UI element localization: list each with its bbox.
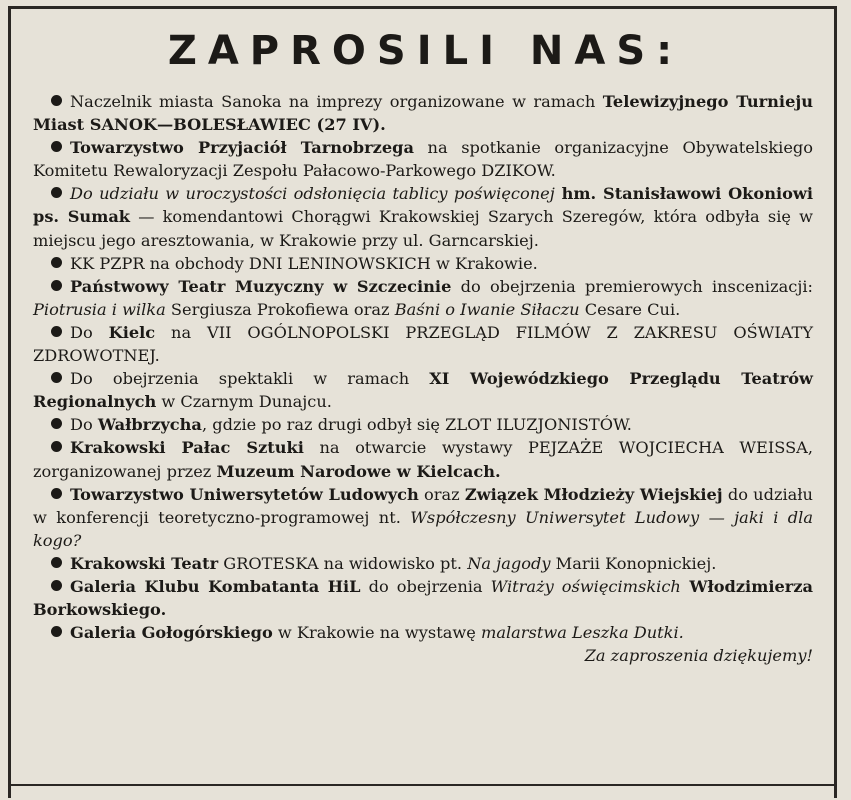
item-text-segment: Baśni o Iwanie Siłaczu <box>394 299 580 319</box>
item-text-segment: na otwarcie wystawy PEJZAŻE WOJCIECHA WEISSA, zorganizowanej przez <box>33 438 814 481</box>
invitation-item <box>33 575 813 621</box>
bullet-icon <box>51 441 62 452</box>
invitation-item <box>33 275 813 321</box>
invitation-item <box>33 367 813 413</box>
frame-top-rule <box>8 6 837 9</box>
item-text-segment: Galeria Klubu Kombatanta HiL <box>70 576 361 596</box>
item-text-segment: Piotrusia i wilka <box>33 299 166 319</box>
item-text-segment: Do <box>70 322 109 342</box>
item-text-segment: hm. Stanisławowi Okoniowi ps. Sumak <box>33 184 813 227</box>
item-text-segment: na VII OGÓLNOPOLSKI PRZEGLĄD FILMÓW Z ZAKRESU OŚWIATY ZDROWOTNEJ. <box>33 322 813 366</box>
invitation-item <box>33 436 813 482</box>
item-text-segment: do obejrzenia premierowych inscenizacji: <box>451 276 813 296</box>
bullet-icon <box>51 141 62 152</box>
headline: ZAPROSILI NAS: <box>167 28 684 74</box>
item-text-segment: Do obejrzenia spektakli w ramach <box>70 369 430 389</box>
item-text-segment: oraz <box>418 484 465 504</box>
invitation-item <box>33 182 813 251</box>
item-text-segment: Marii Konopnickiej. <box>550 553 717 573</box>
item-text-segment: Państwowy Teatr Muzyczny w Szczecinie <box>70 276 452 296</box>
item-text-segment: , gdzie po raz drugi odbył się ZLOT ILUZJONISTÓW. <box>201 415 632 435</box>
item-text-segment: KK PZPR na obchody DNI LENINOWSKICH w Krakowie. <box>70 253 538 273</box>
bullet-icon <box>51 372 62 383</box>
invitation-item <box>33 552 813 575</box>
item-text-segment: Muzeum Narodowe w Kielcach. <box>216 461 501 481</box>
bullet-icon <box>51 280 62 291</box>
item-text-segment: Wałbrzycha <box>97 415 202 435</box>
invitation-item <box>33 621 813 644</box>
item-text-segment: do obejrzenia <box>360 576 491 596</box>
invitation-item <box>33 413 813 436</box>
bullet-icon <box>51 187 62 198</box>
item-text-segment: Cesare Cui. <box>579 299 681 319</box>
item-text-segment: w Krakowie na wystawę <box>272 623 481 643</box>
frame-bottom-rule <box>8 784 837 786</box>
invitation-item <box>33 136 813 182</box>
invitation-item <box>33 90 813 136</box>
bullet-icon <box>51 95 62 106</box>
item-text-segment: Do <box>70 415 98 435</box>
item-text-segment: — komendantowi Chorągwi Krakowskiej Szarych Szeregów, która odbyła się w miejscu jego aresztowania, w Krakowie przy ul. Garncarskiej. <box>33 207 813 250</box>
bullet-icon <box>51 326 62 337</box>
item-text-segment: Sergiusza Prokofiewa oraz <box>165 299 395 319</box>
item-text-segment: Witraży oświęcimskich <box>490 576 681 596</box>
item-text-segment: Galeria Gołogórskiego <box>70 623 273 643</box>
item-text-segment: Krakowski Pałac Sztuki <box>70 438 304 458</box>
item-text-segment: Naczelnik miasta Sanoka na imprezy organizowane w ramach <box>70 92 603 111</box>
item-text-segment: Związek Młodzieży Wiejskiej <box>464 484 723 504</box>
item-text-segment: XI Wojewódzkiego Przeglądu Teatrów Regionalnych <box>33 369 813 412</box>
frame-right-rule <box>834 6 837 798</box>
bullet-icon <box>51 626 62 637</box>
item-text-segment: Telewizyjnego Turnieju Miast SANOK—BOLESŁAWIEC (27 IV). <box>33 92 813 135</box>
item-text-segment: GROTESKA na widowisko pt. <box>218 553 468 573</box>
bullet-icon <box>51 257 62 268</box>
item-text-segment: do udziału w konferencji teoretyczno-programowej nt. <box>33 484 813 527</box>
item-text-segment: Włodzimierza Borkowskiego. <box>33 576 813 620</box>
bullet-icon <box>51 418 62 429</box>
frame-left-rule <box>8 6 11 798</box>
bullet-icon <box>51 488 62 499</box>
item-text-segment: Na jagody <box>467 553 551 573</box>
item-text-segment: Krakowski Teatr <box>70 553 219 573</box>
item-text-segment: Współczesny Uniwersytet Ludowy — jaki i dla kogo? <box>33 507 813 550</box>
bullet-icon <box>51 580 62 591</box>
closing-thanks: Za zaproszenia dziękujemy! <box>584 646 813 666</box>
item-text-segment: Towarzystwo Uniwersytetów Ludowych <box>70 484 419 504</box>
invitation-item <box>33 483 813 552</box>
bullet-icon <box>51 557 62 568</box>
item-text-segment: w Czarnym Dunajcu. <box>156 392 332 412</box>
item-text-segment: Do udziału w uroczystości odsłonięcia tablicy poświęconej <box>70 184 555 204</box>
invitation-list <box>33 90 813 667</box>
invitation-item <box>33 321 813 367</box>
item-text-segment: na spotkanie organizacyjne Obywatelskiego Komitetu Rewaloryzacji Zespołu Pałacowo-Parkowego DZIKOW. <box>33 138 814 181</box>
item-text-segment: Towarzystwo Przyjaciół Tarnobrzega <box>70 138 414 158</box>
invitation-item <box>33 252 813 275</box>
item-text-segment: malarstwa Leszka Dutki. <box>480 623 684 643</box>
item-text-segment: Kielc <box>108 322 156 342</box>
